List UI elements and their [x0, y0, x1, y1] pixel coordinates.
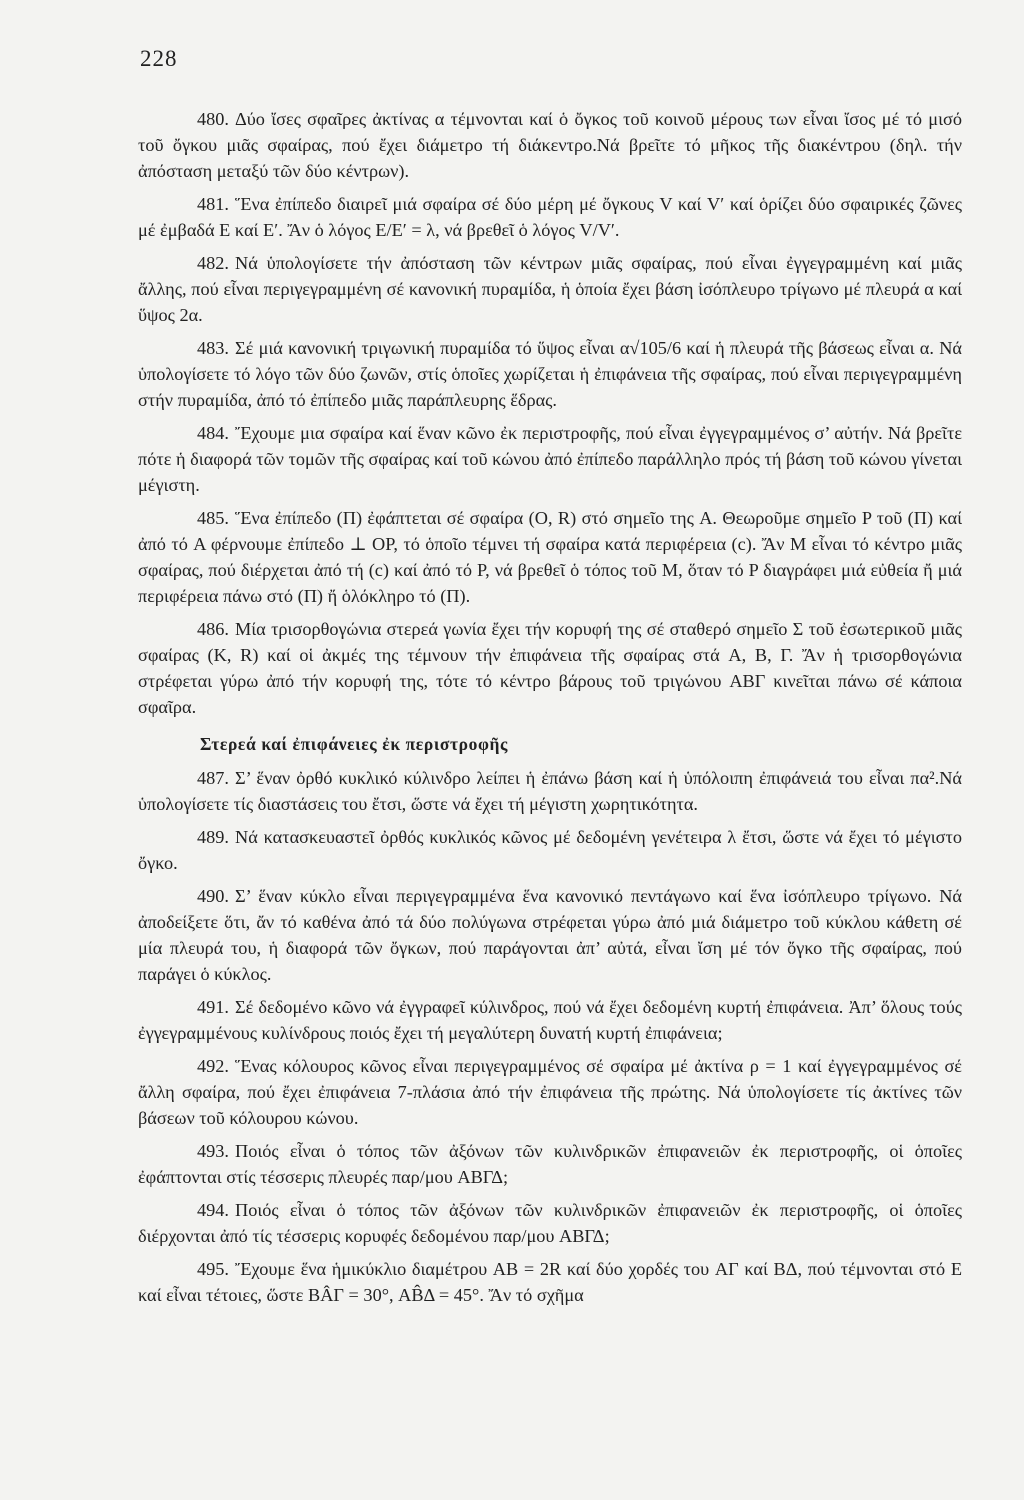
problem-paragraph: [138, 1053, 962, 1131]
problem-text: Νά ὑπολογίσετε τήν ἀπόσταση τῶν κέντρων μιᾶς σφαίρας, πού εἶναι ἐγγεγραμμένη καί μιᾶς ἄλλης, πού εἶναι περιγεγραμμένη σέ κανονική πυραμίδα, ἡ ὁποία ἔχει βάση ἰσόπλευρο τρίγωνο μέ πλευρά α καί ὕψος 2α.: [138, 253, 962, 325]
problem-number: 489.: [197, 827, 229, 847]
problem-paragraph: [138, 191, 962, 243]
problem-paragraph: [138, 106, 962, 184]
problem-number: 481.: [197, 194, 229, 214]
problem-text: Δύο ἴσες σφαῖρες ἀκτίνας α τέμνονται καί ὁ ὄγκος τοῦ κοινοῦ μέρους των εἶναι ἴσος μέ τό μισό τοῦ ὄγκου μιᾶς σφαίρας, πού ἔχει διάμετρο τή διάκεντρο.Νά βρεῖτε τό μῆκος τῆς διακέντρου (δηλ. τήν ἀπόσταση μεταξύ τῶν δύο κέντρων).: [138, 109, 962, 181]
problem-text: Σ’ ἕναν ὀρθό κυκλικό κύλινδρο λείπει ἡ ἐπάνω βάση καί ἡ ὑπόλοιπη ἐπιφάνειά του εἶναι πα².Νά ὑπολογίσετε τίς διαστάσεις του ἔτσι, ὥστε νά ἔχει τή μέγιστη χωρητικότητα.: [138, 768, 962, 814]
problem-paragraph: [138, 883, 962, 987]
problem-paragraph: [138, 420, 962, 498]
problem-text: Ἕνας κόλουρος κῶνος εἶναι περιγεγραμμένος σέ σφαίρα μέ ἀκτίνα ρ = 1 καί ἐγγεγραμμένος σέ ἄλλη σφαίρα, πού ἔχει ἐπιφάνεια 7-πλάσια ἀπό τήν ἐπιφάνεια τῆς πρώτης. Νά ὑπολογίσετε τίς ἀκτίνες τῶν βάσεων τοῦ κόλουρου κώνου.: [138, 1056, 962, 1128]
problem-paragraph: [138, 994, 962, 1046]
problem-paragraph: [138, 1197, 962, 1249]
problem-text: Ἔχουμε μια σφαίρα καί ἕναν κῶνο ἐκ περιστροφῆς, πού εἶναι ἐγγεγραμμένος σ’ αὐτήν. Νά βρεῖτε πότε ἡ διαφορά τῶν τομῶν τῆς σφαίρας καί τοῦ κώνου ἀπό ἐπίπεδο παράλληλο πρός τή βάση τοῦ κώνου γίνεται μέγιστη.: [138, 423, 962, 495]
problem-paragraph: [138, 824, 962, 876]
problem-text: Σέ μιά κανονική τριγωνική πυραμίδα τό ὕψος εἶναι α√105/6 καί ἡ πλευρά τῆς βάσεως εἶναι α. Νά ὑπολογίσετε τό λόγο τῶν δύο ζωνῶν, στίς ὁποῖες χωρίζεται ἡ ἐπιφάνεια τῆς σφαίρας, πού εἶναι περιγεγραμμένη στήν πυραμίδα, ἀπό τό ἐπίπεδο μιᾶς παράπλευρης ἕδρας.: [138, 338, 962, 410]
problem-number: 485.: [197, 508, 229, 528]
problem-text: Μία τρισορθογώνια στερεά γωνία ἔχει τήν κορυφή της σέ σταθερό σημεῖο Σ τοῦ ἐσωτερικοῦ μιᾶς σφαίρας (K, R) καί οἱ ἀκμές της τέμνουν τήν ἐπιφάνεια τῆς σφαίρας στά A, B, Γ. Ἄν ἡ τρισορθογώνια στρέφεται γύρω ἀπό τήν κορυφή της, τότε τό κέντρο βάρους τοῦ τριγώνου ABΓ κινεῖται πάνω σέ κάποια σφαῖρα.: [138, 619, 962, 717]
problem-paragraph: [138, 505, 962, 609]
problem-number: 493.: [197, 1141, 229, 1161]
problem-number: 483.: [197, 338, 229, 358]
problem-number: 487.: [197, 768, 229, 788]
page-content: [138, 106, 962, 1315]
problem-number: 484.: [197, 423, 229, 443]
problem-number: 491.: [197, 997, 229, 1017]
problem-text: Νά κατασκευαστεῖ ὀρθός κυκλικός κῶνος μέ δεδομένη γενέτειρα λ ἔτσι, ὥστε νά ἔχει τό μέγιστο ὄγκο.: [138, 827, 962, 873]
problem-paragraph: [138, 250, 962, 328]
problem-text: Ποιός εἶναι ὁ τόπος τῶν ἀξόνων τῶν κυλινδρικῶν ἐπιφανειῶν ἐκ περιστροφῆς, οἱ ὁποῖες ἐφάπτονται στίς τέσσερις πλευρές παρ/μου ABΓΔ;: [138, 1141, 962, 1187]
problem-text: Σ’ ἕναν κύκλο εἶναι περιγεγραμμένα ἕνα κανονικό πεντάγωνο καί ἕνα ἰσόπλευρο τρίγωνο. Νά ἀποδείξετε ὅτι, ἄν τό καθένα ἀπό τά δύο πολύγωνα στρέφεται γύρω ἀπό μιά διάμετρο τοῦ κύκλου κάθετη σέ μία πλευρά του, ἡ διαφορά τῶν ὄγκων, πού παράγονται ἀπ’ αὐτά, εἶναι ἴση μέ τόν ὄγκο τῆς σφαίρας, πού παράγει ὁ κύκλος.: [138, 886, 962, 984]
problem-number: 495.: [197, 1259, 229, 1279]
section-heading: Στερεά καί ἐπιφάνειες ἐκ περιστροφῆς: [200, 734, 509, 754]
problem-number: 482.: [197, 253, 229, 273]
problem-number: 490.: [197, 886, 229, 906]
page-number: 228: [140, 46, 178, 71]
problem-paragraph: [138, 765, 962, 817]
problem-text: Σέ δεδομένο κῶνο νά ἐγγραφεῖ κύλινδρος, πού νά ἔχει δεδομένη κυρτή ἐπιφάνεια. Ἀπ’ ὅλους τούς ἐγγεγραμμένους κυλίνδρους ποιός ἔχει τή μεγαλύτερη δυνατή κυρτή ἐπιφάνεια;: [138, 997, 962, 1043]
problem-list: [138, 765, 962, 1308]
problem-paragraph: [138, 616, 962, 720]
problem-number: 494.: [197, 1200, 229, 1220]
problem-paragraph: [138, 335, 962, 413]
problem-text: Ἕνα ἐπίπεδο (Π) ἐφάπτεται σέ σφαίρα (O, R) στό σημεῖο της A. Θεωροῦμε σημεῖο P τοῦ (Π) καί ἀπό τό A φέρνουμε ἐπίπεδο ⊥ OP, τό ὁποῖο τέμνει τή σφαίρα κατά περιφέρεια (c). Ἄν M εἶναι τό κέντρο μιᾶς σφαίρας, πού διέρχεται ἀπό τή (c) καί ἀπό τό P, νά βρεθεῖ ὁ τόπος τοῦ M, ὅταν τό P διαγράφει μιά εὐθεία ἤ μιά περιφέρεια πάνω στό (Π) ἤ ὁλόκληρο τό (Π).: [138, 508, 962, 606]
problem-text: Ἔχουμε ἕνα ἡμικύκλιο διαμέτρου AB = 2R καί δύο χορδές του AΓ καί BΔ, πού τέμνονται στό E καί εἶναι τέτοιες, ὥστε BÂΓ = 30°, AB̂Δ = 45°. Ἄν τό σχῆμα: [138, 1259, 962, 1305]
problem-text: Ποιός εἶναι ὁ τόπος τῶν ἀξόνων τῶν κυλινδρικῶν ἐπιφανειῶν ἐκ περιστροφῆς, οἱ ὁποῖες διέρχονται ἀπό τίς τέσσερις κορυφές δεδομένου παρ/μου ABΓΔ;: [138, 1200, 962, 1246]
problem-number: 486.: [197, 619, 229, 639]
problem-paragraph: [138, 1138, 962, 1190]
problem-text: Ἕνα ἐπίπεδο διαιρεῖ μιά σφαίρα σέ δύο μέρη μέ ὄγκους V καί V′ καί ὁρίζει δύο σφαιρικές ζῶνες μέ ἐμβαδά E καί E′. Ἄν ὁ λόγος E/E′ = λ, νά βρεθεῖ ὁ λόγος V/V′.: [138, 194, 962, 240]
problem-list: [138, 106, 962, 720]
problem-number: 480.: [197, 109, 229, 129]
problem-number: 492.: [197, 1056, 229, 1076]
problem-paragraph: [138, 1256, 962, 1308]
